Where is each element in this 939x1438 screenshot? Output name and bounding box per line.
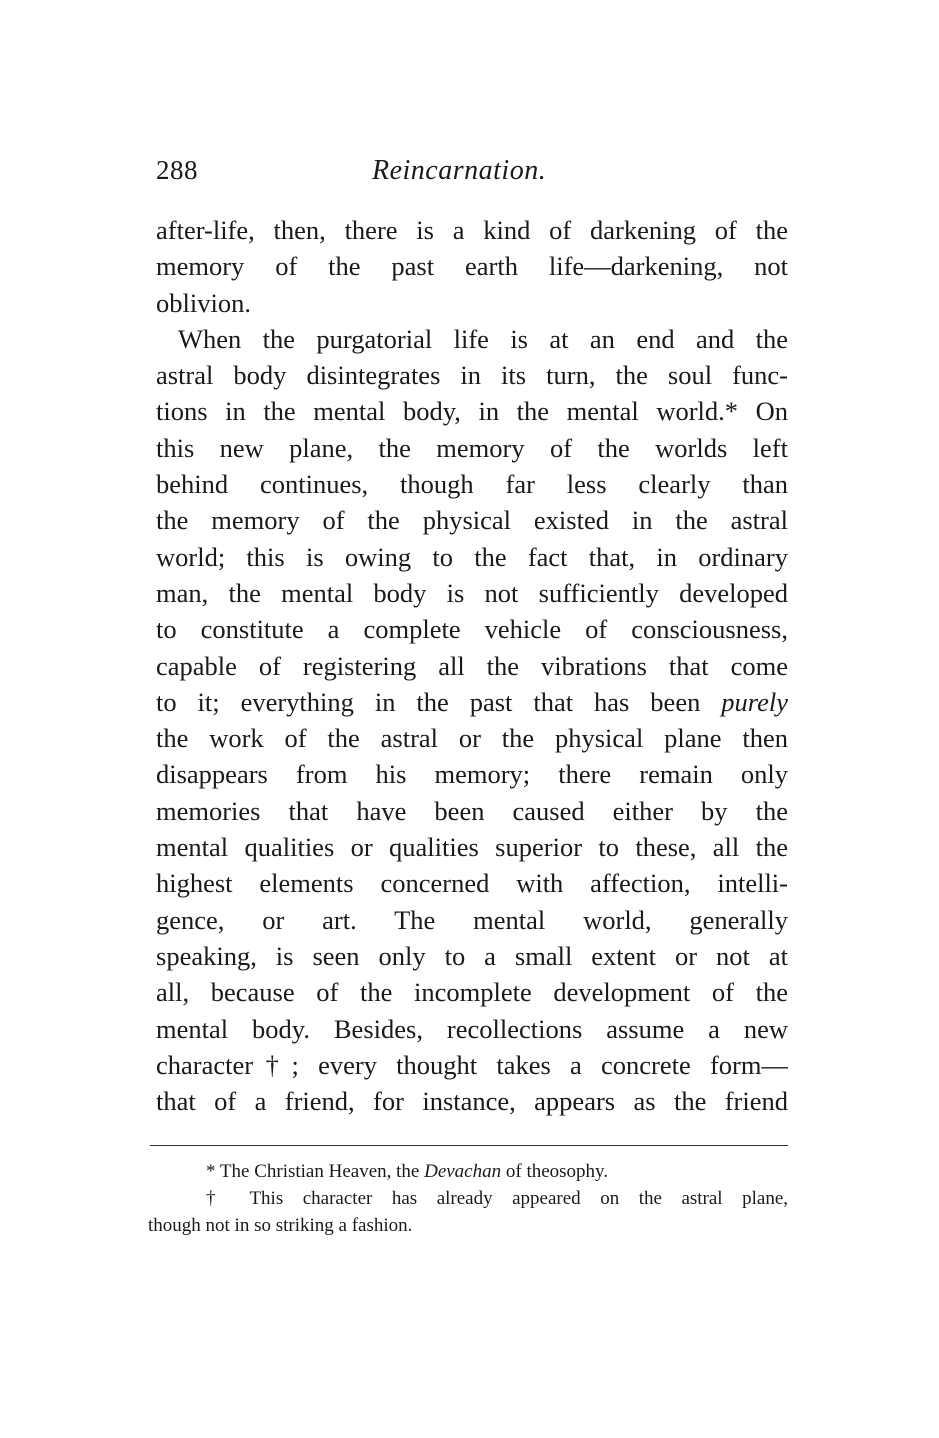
footnote-1-text-end: of theosophy. — [501, 1161, 609, 1182]
footnote-2: † This character has already appeared on the astral plane, — [206, 1188, 788, 1209]
text-line: mental qualities or qualities superior to these, all the — [156, 832, 788, 863]
footnote-1-italic: Devachan — [424, 1161, 502, 1182]
text-line: after-life, then, there is a kind of darkening of the — [156, 215, 788, 245]
text-line: gence, or art. The mental world, generally — [156, 904, 788, 935]
text-line-with-emphasis — [156, 684, 788, 720]
text-line: astral body disintegrates in its turn, the soul func- — [156, 360, 788, 391]
text-line: the work of the astral or the physical plane then — [156, 723, 788, 754]
footnote-2-continued: though not in so striking a fashion. — [148, 1215, 413, 1236]
text-line: this new plane, the memory of the worlds left — [156, 432, 788, 463]
running-title: Reincarnation. — [372, 155, 547, 186]
footnote-rule — [150, 1145, 788, 1146]
text-line-segment: to it; everything in the past that has been — [156, 686, 701, 717]
footnote-1-text: * The Christian Heaven, the — [206, 1161, 425, 1182]
body-text — [156, 212, 788, 1119]
text-line: disappears from his memory; there remain only — [156, 759, 788, 790]
footnote-1 — [148, 1158, 788, 1185]
emphasis-word: purely — [721, 686, 788, 717]
text-line: to constitute a complete vehicle of consciousness, — [156, 614, 788, 645]
text-line: character†; every thought takes a concrete form— — [156, 1049, 788, 1080]
text-line: the memory of the physical existed in the astral — [156, 505, 788, 536]
text-line: memory of the past earth life—darkening, not — [156, 251, 788, 282]
text-line: mental body. Besides, recollections assume a new — [156, 1013, 788, 1044]
running-head — [156, 155, 788, 195]
text-line: oblivion. — [156, 287, 251, 318]
text-line: When the purgatorial life is at an end and the — [178, 323, 788, 354]
text-line: capable of registering all the vibrations that come — [156, 650, 788, 681]
footnotes — [148, 1158, 788, 1239]
text-line: behind continues, though far less clearly than — [156, 469, 788, 500]
text-line: tions in the mental body, in the mental world.* On — [156, 396, 788, 427]
text-line: world; this is owing to the fact that, in ordinary — [156, 541, 788, 572]
text-line: that of a friend, for instance, appears as the friend — [156, 1086, 788, 1117]
text-line: all, because of the incomplete development of the — [156, 977, 788, 1008]
page-number: 288 — [156, 155, 198, 185]
text-line: highest elements concerned with affection, intelli- — [156, 868, 788, 899]
text-line: speaking, is seen only to a small extent or not at — [156, 940, 788, 971]
text-line: memories that have been caused either by the — [156, 795, 788, 826]
text-line: man, the mental body is not sufficiently developed — [156, 577, 788, 608]
